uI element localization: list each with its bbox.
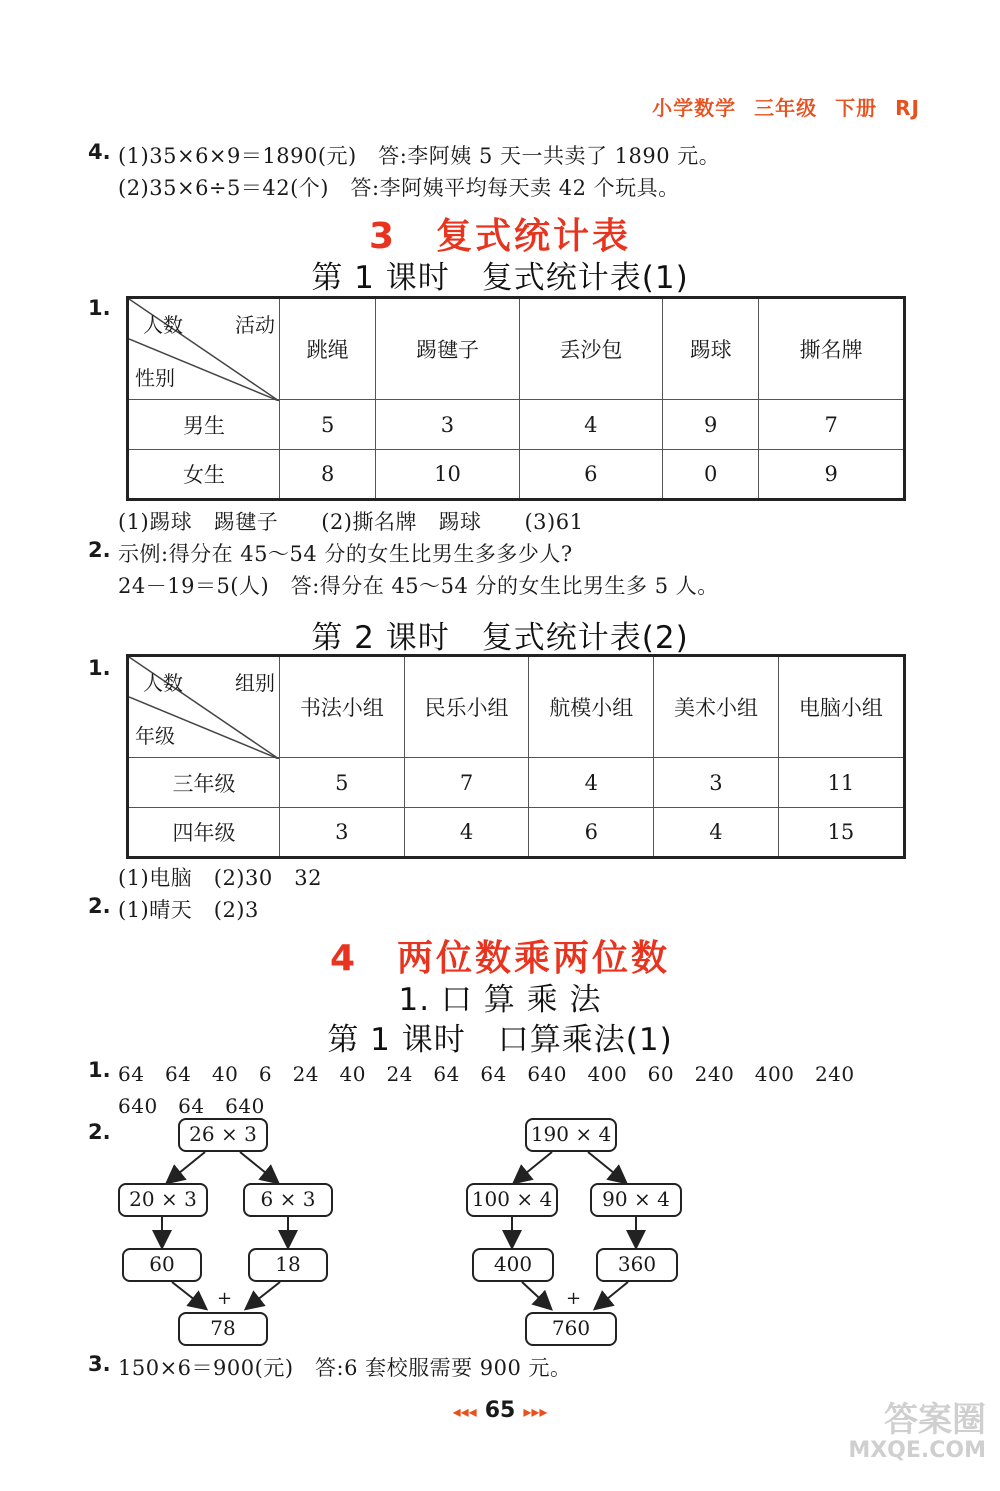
lesson3-title: 第 1 课时 口算乘法(1)	[327, 1022, 673, 1058]
table-cell: 5	[280, 758, 405, 808]
watermark	[848, 1402, 986, 1464]
column-header: 航模小组	[529, 656, 654, 758]
tree2-left-box: 100 × 4	[466, 1183, 558, 1217]
corner-top-label: 人数	[143, 313, 183, 337]
tree1-top-box: 26 × 3	[178, 1118, 268, 1152]
row-label: 四年级	[128, 808, 280, 858]
column-header: 民乐小组	[404, 656, 529, 758]
lesson3-q3-number: 3.	[88, 1352, 111, 1376]
lesson3-q1-number: 1.	[88, 1058, 111, 1082]
column-header: 踢毽子	[376, 298, 519, 400]
q4-number: 4.	[88, 140, 111, 164]
watermark-url: MXQE.COM	[848, 1438, 986, 1464]
tree2-right-result-box: 360	[596, 1248, 678, 1282]
corner-bottom-label: 性别	[135, 366, 175, 390]
table-cell: 6	[529, 808, 654, 858]
column-header: 电脑小组	[778, 656, 904, 758]
tree2-right-box: 90 × 4	[590, 1183, 682, 1217]
table-cell: 4	[519, 400, 662, 450]
table-cell: 7	[759, 400, 905, 450]
tree2-sum-box: 760	[525, 1312, 617, 1346]
table-cell: 3	[376, 400, 519, 450]
table-cell: 4	[404, 808, 529, 858]
section1-title: 1. 口 算 乘 法	[398, 982, 602, 1018]
table-cell: 10	[376, 450, 519, 500]
lesson3-q1-line2: 640 64 640	[118, 1094, 265, 1118]
watermark-text: 答案圈	[884, 1400, 986, 1440]
table-cell: 3	[654, 758, 779, 808]
row-label: 男生	[128, 400, 280, 450]
q4-line1: (1)35×6×9＝1890(元) 答:李阿姨 5 天一共卖了 1890 元。	[118, 144, 721, 168]
corner-right-label: 活动	[235, 313, 275, 337]
tree1-right-result-box: 18	[248, 1248, 328, 1282]
table-cell: 15	[778, 808, 904, 858]
tree1-sum-box: 78	[178, 1312, 268, 1346]
column-header: 跳绳	[280, 298, 376, 400]
corner-right-label: 组别	[235, 671, 275, 695]
lesson3-q2-number: 2.	[88, 1120, 111, 1144]
tree2-top-box: 190 × 4	[525, 1118, 617, 1152]
footer-right-arrows: ▸▸▸	[523, 1402, 548, 1421]
row-label: 女生	[128, 450, 280, 500]
lesson3-q1-line1: 64 64 40 6 24 40 24 64 64 640 400 60 240 400 240	[118, 1062, 855, 1086]
lesson2-q2-answer: (1)晴天 (2)3	[118, 898, 259, 922]
table-cell: 6	[519, 450, 662, 500]
table-cell: 0	[663, 450, 759, 500]
table-cell: 5	[280, 400, 376, 450]
tree2-plus-sign: +	[566, 1288, 582, 1309]
column-header: 撕名牌	[759, 298, 905, 400]
table-cell: 11	[778, 758, 904, 808]
lesson2-title: 第 2 课时 复式统计表(2)	[311, 620, 689, 656]
table-cell: 9	[663, 400, 759, 450]
lesson3-q3-line: 150×6＝900(元) 答:6 套校服需要 900 元。	[118, 1356, 572, 1380]
chapter3-title: 3 复式统计表	[368, 216, 632, 257]
corner-top-label: 人数	[143, 671, 183, 695]
chapter4-title: 4 两位数乘两位数	[329, 938, 671, 979]
lesson1-q2-line2: 24－19＝5(人) 答:得分在 45～54 分的女生比男生多 5 人。	[118, 574, 719, 598]
table-cell: 4	[529, 758, 654, 808]
table-cell: 4	[654, 808, 779, 858]
table-cell: 7	[404, 758, 529, 808]
q4-line2: (2)35×6÷5＝42(个) 答:李阿姨平均每天卖 42 个玩具。	[118, 176, 680, 200]
column-header: 书法小组	[280, 656, 405, 758]
page-footer	[420, 1398, 580, 1423]
lesson1-title: 第 1 课时 复式统计表(1)	[311, 260, 689, 296]
lesson2-q1-number: 1.	[88, 656, 111, 680]
row-label: 三年级	[128, 758, 280, 808]
header-subject: 小学数学	[652, 96, 737, 120]
tree2-left-result-box: 400	[472, 1248, 554, 1282]
column-header: 美术小组	[654, 656, 779, 758]
lesson1-q2-line1: 示例:得分在 45～54 分的女生比男生多多少人?	[118, 542, 573, 566]
page-number: 65	[484, 1398, 516, 1423]
header-edition: RJ	[895, 96, 920, 120]
lesson1-q1-number: 1.	[88, 296, 111, 320]
column-header: 丢沙包	[519, 298, 662, 400]
tree1-left-box: 20 × 3	[118, 1183, 208, 1217]
corner-bottom-label: 年级	[135, 724, 175, 748]
table-cell: 8	[280, 450, 376, 500]
lesson2-q1-answer: (1)电脑 (2)30 32	[118, 866, 322, 890]
column-header: 踢球	[663, 298, 759, 400]
lesson1-q1-answer: (1)踢球 踢毽子 (2)撕名牌 踢球 (3)61	[118, 510, 584, 534]
tree1-right-box: 6 × 3	[243, 1183, 333, 1217]
table-cell: 3	[280, 808, 405, 858]
lesson1-q2-number: 2.	[88, 538, 111, 562]
tree1-plus-sign: +	[217, 1288, 233, 1309]
header-volume: 下册	[835, 96, 878, 120]
lesson2-q2-number: 2.	[88, 894, 111, 918]
footer-left-arrows: ◂◂◂	[452, 1402, 477, 1421]
table-cell: 9	[759, 450, 905, 500]
tree1-left-result-box: 60	[122, 1248, 202, 1282]
header-grade: 三年级	[754, 96, 818, 120]
